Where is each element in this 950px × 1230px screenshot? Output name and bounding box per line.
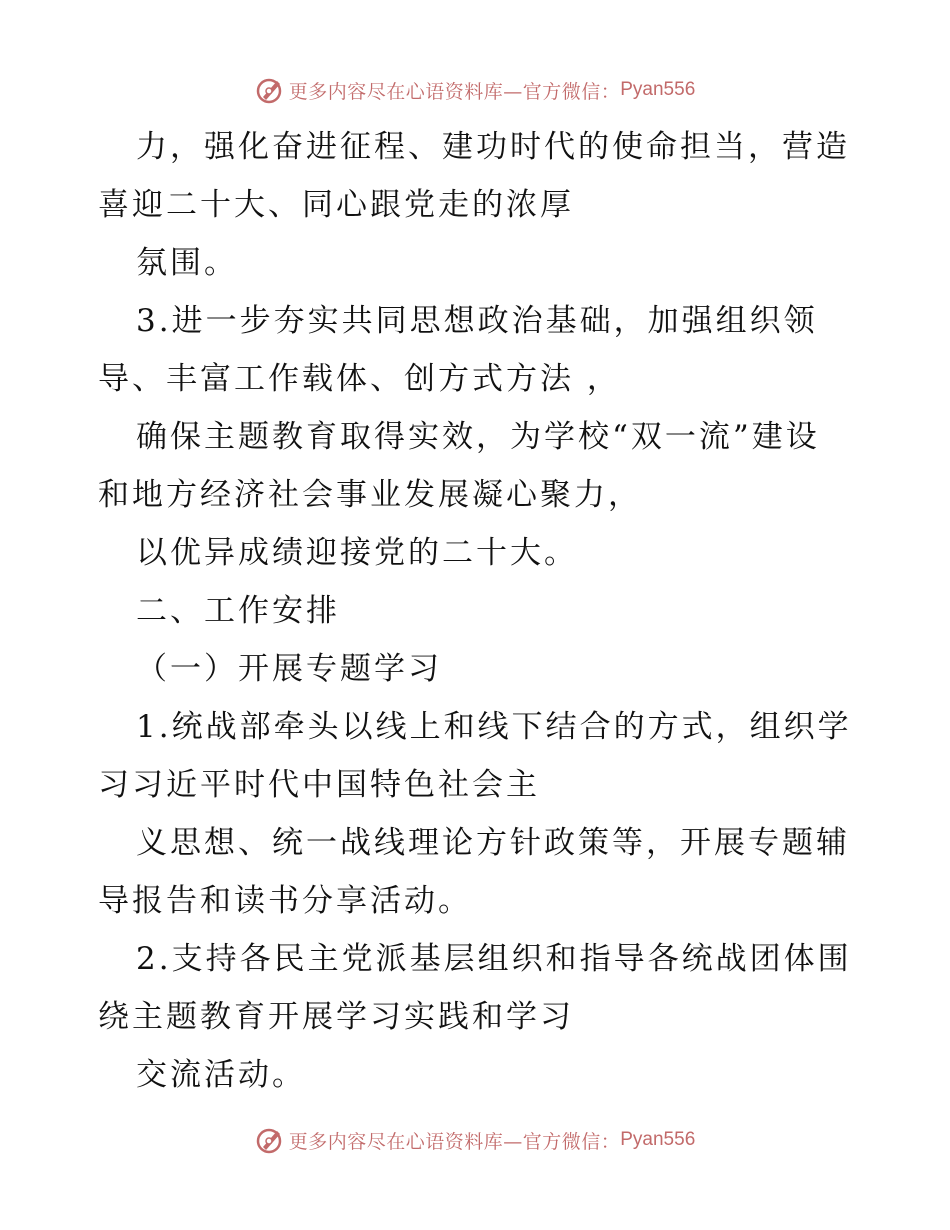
document-body	[98, 118, 858, 1104]
text-line: 绕主题教育开展学习实践和学习	[98, 999, 574, 1035]
text-line: 交流活动。	[136, 1057, 306, 1093]
text-line: 习习近平时代中国特色社会主	[98, 767, 540, 803]
text-line: 导、丰富工作载体、创方式方法 ，	[98, 361, 621, 397]
text-line: 喜迎二十大、同心跟党走的浓厚	[98, 187, 574, 223]
footer-banner	[0, 1120, 950, 1160]
text-line: 2.支持各民主党派基层组织和指导各统战团体围	[136, 941, 852, 977]
text-line: 二、工作安排	[136, 593, 340, 629]
text-line: （一）开展专题学习	[136, 651, 442, 687]
footer-banner-wechat: Pyan556	[620, 1129, 696, 1150]
text-line: 力，强化奋进征程、建功时代的使命担当，营造	[136, 129, 850, 165]
text-line: 以优异成绩迎接党的二十大。	[136, 535, 578, 571]
text-line: 导报告和读书分享活动。	[98, 883, 472, 919]
pen-logo-icon	[255, 75, 285, 105]
header-banner-text: 更多内容尽在心语资料库—官方微信：	[288, 80, 621, 103]
text-line: 1.统战部牵头以线上和线下结合的方式，组织学	[136, 709, 852, 745]
header-banner-wechat: Pyan556	[620, 79, 696, 100]
text-line: 确保主题教育取得实效，为学校“双一流”建设	[136, 419, 820, 455]
pen-logo-icon	[255, 1125, 285, 1155]
text-line: 氛围。	[136, 245, 238, 281]
header-banner	[0, 70, 950, 110]
text-line: 和地方经济社会事业发展凝心聚力，	[98, 477, 642, 513]
footer-banner-text: 更多内容尽在心语资料库—官方微信：	[288, 1130, 621, 1153]
text-line: 3.进一步夯实共同思想政治基础，加强组织领	[136, 303, 818, 339]
text-line: 义思想、统一战线理论方针政策等，开展专题辅	[136, 825, 850, 861]
